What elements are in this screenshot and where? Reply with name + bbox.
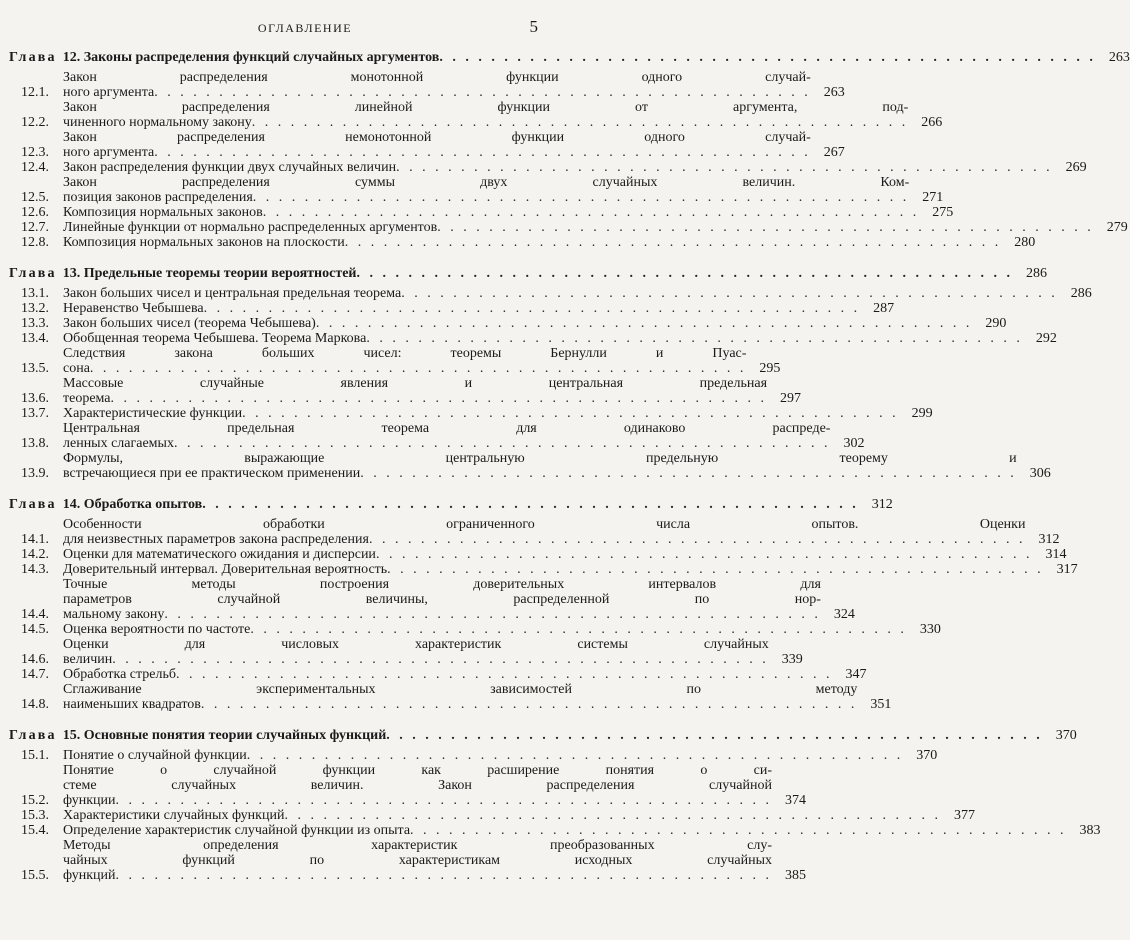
section-entry <box>9 175 944 205</box>
section-entry <box>9 316 1007 331</box>
section-line <box>63 145 811 160</box>
chapter-title: 13. Предельные теоремы теории вероятностей <box>62 266 357 281</box>
section-line <box>63 808 941 823</box>
section-line <box>63 748 903 763</box>
section-body <box>63 823 1067 838</box>
section-number: 14.4. <box>21 607 49 622</box>
section-body <box>63 406 899 421</box>
section-number: 13.7. <box>21 406 49 421</box>
section-line-text: Обобщенная теорема Чебышева. Теорема Маркова <box>63 331 367 346</box>
dot-leader: . . . . . . . . . . . . . . . . . . . . . . . . . . . . . . . . . . . . . . . . . . . . . . . . . . . <box>164 607 821 622</box>
section-entry <box>9 637 803 667</box>
section-entry <box>9 286 1092 301</box>
section-line-text: Неравенство Чебышева <box>63 301 204 316</box>
header-title: ОГЛАВЛЕНИЕ <box>257 21 353 35</box>
section-page: 269 <box>1065 160 1087 175</box>
section-body <box>63 376 767 406</box>
section-number: 12.6. <box>21 205 49 220</box>
section-body <box>63 763 772 808</box>
section-line <box>63 361 746 376</box>
dot-leader: . . . . . . . . . . . . . . . . . . . . . . . . . . . . . . . . . . . . . . . . . . . . . . . . . . . <box>284 808 941 823</box>
section-number: 14.6. <box>21 652 49 667</box>
dot-leader: . . . . . . . . . . . . . . . . . . . . . . . . . . . . . . . . . . . . . . . . . . . . . . . . . . . <box>250 622 907 637</box>
chapter-page: 263 <box>1108 50 1130 65</box>
section-page: 317 <box>1056 562 1078 577</box>
chapter-title: 12. Законы распределения функций случайных аргументов <box>62 50 440 65</box>
chapter-block <box>9 266 1092 481</box>
dot-leader: . . . . . . . . . . . . . . . . . . . . . . . . . . . . . . . . . . . . . . . . . . . . . . . . . . . <box>401 286 1058 301</box>
dot-leader: . . . . . . . . . . . . . . . . . . . . . . . . . . . . . . . . . . . . . . . . . . . . . . . . . . . <box>154 85 811 100</box>
section-line: Оценки для числовых характеристик системы случайных <box>63 637 769 652</box>
section-line-text: встречающиеся при ее практическом применении <box>63 466 361 481</box>
chapter-title: 15. Основные понятия теории случайных функций <box>62 728 387 743</box>
section-page: 377 <box>953 808 975 823</box>
section-page: 302 <box>843 436 865 451</box>
dot-leader: . . . . . . . . . . . . . . . . . . . . . . . . . . . . . . . . . . . . . . . . . . . . . . . . . . . <box>173 436 831 451</box>
section-line-text: ного аргумента <box>63 85 155 100</box>
section-line <box>63 115 908 130</box>
dot-leader: . . . . . . . . . . . . . . . . . . . . . . . . . . . . . . . . . . . . . . . . . . . . . . . . . . . <box>203 301 861 316</box>
dot-leader: . . . . . . . . . . . . . . . . . . . . . . . . . . . . . . . . . . . . . . . . . . . . . . . . . . . <box>154 145 811 160</box>
dot-leader: . . . . . . . . . . . . . . . . . . . . . . . . . . . . . . . . . . . . . . . . . . . . . . . . . . . <box>176 667 833 682</box>
section-line <box>63 406 899 421</box>
section-body <box>63 622 907 637</box>
section-line <box>63 235 1001 250</box>
section-page: 312 <box>1038 532 1060 547</box>
section-number: 13.2. <box>21 301 49 316</box>
section-line-text: Закон больших чисел и центральная предельная теорема <box>63 286 402 301</box>
section-line <box>63 85 811 100</box>
section-body <box>63 235 1001 250</box>
section-body <box>63 451 1017 481</box>
section-entry <box>9 748 938 763</box>
section-number: 14.7. <box>21 667 49 682</box>
section-entry <box>9 547 1067 562</box>
section-line: Закон распределения монотонной функции одного случай- <box>63 70 811 85</box>
section-page: 324 <box>833 607 855 622</box>
section-line: Формулы, выражающие центральную предельную теорему и <box>63 451 1017 466</box>
section-line-text: Композиция нормальных законов на плоскости <box>63 235 345 250</box>
section-line-text: Закон распределения функции двух случайных величин <box>63 160 397 175</box>
section-body <box>63 286 1058 301</box>
section-entry <box>9 808 975 823</box>
dot-leader: . . . . . . . . . . . . . . . . . . . . . . . . . . . . . . . . . . . . . . . . . . . . . . . . . . . <box>387 562 1044 577</box>
section-line <box>63 868 772 883</box>
section-line-text: теорема <box>63 391 111 406</box>
section-body <box>63 808 941 823</box>
section-line-text: Оценка вероятности по частоте <box>63 622 251 637</box>
chapter-heading <box>9 497 893 513</box>
dot-leader: . . . . . . . . . . . . . . . . . . . . . . . . . . . . . . . . . . . . . . . . . . . . . . . . . . . <box>375 547 1033 562</box>
section-line: Массовые случайные явления и центральная предельная <box>63 376 768 391</box>
dot-leader: . . . . . . . . . . . . . . . . . . . . . . . . . . . . . . . . . . . . . . . . . . . . . . . . . . . <box>315 316 973 331</box>
section-line <box>63 205 919 220</box>
section-page: 306 <box>1029 466 1051 481</box>
section-number: 14.1. <box>21 532 49 547</box>
section-entry <box>9 667 867 682</box>
section-body <box>63 577 821 622</box>
section-body <box>63 205 919 220</box>
section-line-text: наименьших квадратов <box>63 697 201 712</box>
section-page: 271 <box>922 190 944 205</box>
dot-leader: . . . . . . . . . . . . . . . . . . . . . . . . . . . . . . . . . . . . . . . . . . . . . . . . . . . <box>200 697 858 712</box>
dot-leader: . . . . . . . . . . . . . . . . . . . . . . . . . . . . . . . . . . . . . . . . . . . . . . . . . . . <box>89 361 747 376</box>
section-line <box>63 436 830 451</box>
section-line <box>63 667 833 682</box>
section-entry <box>9 70 845 100</box>
section-entry <box>9 682 892 712</box>
section-entry <box>9 130 845 160</box>
section-entry <box>9 577 855 622</box>
section-page: 295 <box>759 361 781 376</box>
section-entry <box>9 421 865 451</box>
section-line: Точные методы построения доверительных интервалов для <box>63 577 821 592</box>
section-number: 13.8. <box>21 436 49 451</box>
dot-leader: . . . . . . . . . . . . . . . . . . . . . . . . . . . . . . . . . . . . . . . . . . . . . . . . . . . <box>386 728 1043 743</box>
section-entry <box>9 838 806 883</box>
section-line <box>63 532 1025 547</box>
section-line-text: Оценки для математического ожидания и дисперсии <box>63 547 376 562</box>
section-line <box>63 160 1053 175</box>
section-page: 267 <box>823 145 845 160</box>
section-page: 266 <box>921 115 943 130</box>
section-page: 275 <box>932 205 954 220</box>
section-line: Закон распределения линейной функции от аргумента, под- <box>63 100 909 115</box>
section-entry <box>9 406 933 421</box>
dot-leader: . . . . . . . . . . . . . . . . . . . . . . . . . . . . . . . . . . . . . . . . . . . . . . . . . . . <box>410 823 1067 838</box>
section-page: 279 <box>1106 220 1128 235</box>
dot-leader: . . . . . . . . . . . . . . . . . . . . . . . . . . . . . . . . . . . . . . . . . . . . . . . . . . . <box>115 793 772 808</box>
section-entry <box>9 763 806 808</box>
section-entry <box>9 346 781 376</box>
chapter-page: 286 <box>1025 266 1047 281</box>
section-page: 286 <box>1070 286 1092 301</box>
section-body <box>63 682 857 712</box>
section-number: 13.5. <box>21 361 49 376</box>
section-line-text: Композиция нормальных законов <box>63 205 263 220</box>
chapter-word: Глава <box>9 728 57 743</box>
section-entry <box>9 100 943 130</box>
section-line <box>63 823 1067 838</box>
section-number: 12.4. <box>21 160 49 175</box>
section-line-text: для неизвестных параметров закона распределения <box>63 532 369 547</box>
section-page: 347 <box>845 667 867 682</box>
section-number: 12.5. <box>21 190 49 205</box>
section-line-text: мальному закону <box>63 607 165 622</box>
section-page: 330 <box>919 622 941 637</box>
chapter-page: 312 <box>871 497 893 512</box>
section-body <box>63 547 1032 562</box>
section-entry <box>9 301 895 316</box>
chapter-block <box>9 497 1078 712</box>
dot-leader: . . . . . . . . . . . . . . . . . . . . . . . . . . . . . . . . . . . . . . . . . . . . . . . . . . . <box>246 748 904 763</box>
section-line: Закон распределения немонотонной функции одного случай- <box>63 130 811 145</box>
section-page: 292 <box>1035 331 1057 346</box>
section-page: 370 <box>916 748 938 763</box>
section-line-text: Понятие о случайной функции <box>63 748 247 763</box>
section-body <box>63 346 746 376</box>
section-line <box>63 622 907 637</box>
section-line <box>63 301 860 316</box>
dot-leader: . . . . . . . . . . . . . . . . . . . . . . . . . . . . . . . . . . . . . . . . . . . . . . . . . . . <box>366 331 1023 346</box>
section-entry <box>9 517 1060 547</box>
section-entry <box>9 235 1036 250</box>
section-entry <box>9 160 1087 175</box>
section-line: Сглаживание экспериментальных зависимостей по методу <box>63 682 858 697</box>
section-page: 263 <box>823 85 845 100</box>
section-line <box>63 190 909 205</box>
section-line <box>63 547 1032 562</box>
section-body <box>63 637 769 667</box>
section-body <box>63 175 909 205</box>
section-number: 13.9. <box>21 466 49 481</box>
section-line-text: Характеристики случайных функций <box>63 808 285 823</box>
section-page: 351 <box>870 697 892 712</box>
header-page-number: 5 <box>529 17 538 36</box>
section-line: чайных функций по характеристикам исходных случайных <box>63 853 772 868</box>
section-line <box>63 286 1058 301</box>
section-line <box>63 793 772 808</box>
section-body <box>63 316 972 331</box>
section-number: 15.5. <box>21 868 49 883</box>
section-line-text: Закон больших чисел (теорема Чебышева) <box>63 316 316 331</box>
section-number: 15.3. <box>21 808 49 823</box>
section-number: 14.3. <box>21 562 49 577</box>
chapter-heading <box>9 50 1130 66</box>
section-line <box>63 391 767 406</box>
dot-leader: . . . . . . . . . . . . . . . . . . . . . . . . . . . . . . . . . . . . . . . . . . . . . . . . . . . <box>115 868 772 883</box>
dot-leader: . . . . . . . . . . . . . . . . . . . . . . . . . . . . . . . . . . . . . . . . . . . . . . . . . . . <box>368 532 1026 547</box>
section-page: 287 <box>873 301 895 316</box>
section-page: 297 <box>780 391 802 406</box>
section-number: 15.2. <box>21 793 49 808</box>
dot-leader: . . . . . . . . . . . . . . . . . . . . . . . . . . . . . . . . . . . . . . . . . . . . . . . . . . . <box>252 190 910 205</box>
dot-leader: . . . . . . . . . . . . . . . . . . . . . . . . . . . . . . . . . . . . . . . . . . . . . . . . . . . <box>439 50 1096 65</box>
section-body <box>63 667 833 682</box>
section-line-text: ленных слагаемых <box>63 436 174 451</box>
section-body <box>63 517 1025 547</box>
section-number: 13.1. <box>21 286 49 301</box>
section-line: Понятие о случайной функции как расширение понятия о си- <box>63 763 772 778</box>
section-line-text: Характеристические функции <box>63 406 243 421</box>
dot-leader: . . . . . . . . . . . . . . . . . . . . . . . . . . . . . . . . . . . . . . . . . . . . . . . . . . . <box>251 115 909 130</box>
dot-leader: . . . . . . . . . . . . . . . . . . . . . . . . . . . . . . . . . . . . . . . . . . . . . . . . . . . <box>112 652 769 667</box>
section-body <box>63 838 772 883</box>
dot-leader: . . . . . . . . . . . . . . . . . . . . . . . . . . . . . . . . . . . . . . . . . . . . . . . . . . . <box>437 220 1094 235</box>
dot-leader: . . . . . . . . . . . . . . . . . . . . . . . . . . . . . . . . . . . . . . . . . . . . . . . . . . . <box>344 235 1002 250</box>
section-entry <box>9 220 1128 235</box>
section-line: Закон распределения суммы двух случайных величин. Ком- <box>63 175 910 190</box>
section-body <box>63 748 903 763</box>
section-line-text: Определение характеристик случайной функции из опыта <box>63 823 411 838</box>
section-body <box>63 100 908 130</box>
chapter-title: 14. Обработка опытов <box>62 497 203 512</box>
chapter-block <box>9 728 1101 883</box>
section-line: Особенности обработки ограниченного числа опытов. Оценки <box>63 517 1026 532</box>
dot-leader: . . . . . . . . . . . . . . . . . . . . . . . . . . . . . . . . . . . . . . . . . . . . . . . . . . . <box>360 466 1017 481</box>
section-entry <box>9 451 1051 481</box>
section-line-text: Линейные функции от нормально распределенных аргументов <box>63 220 438 235</box>
section-body <box>63 562 1044 577</box>
section-body <box>63 70 811 100</box>
chapter-heading <box>9 266 1047 282</box>
section-line <box>63 220 1094 235</box>
section-number: 14.2. <box>21 547 49 562</box>
section-line-text: позиция законов распределения <box>63 190 253 205</box>
section-line: Центральная предельная теорема для одинаково распреде- <box>63 421 831 436</box>
section-number: 14.8. <box>21 697 49 712</box>
section-line: Методы определения характеристик преобразованных слу- <box>63 838 772 853</box>
section-body <box>63 301 860 316</box>
dot-leader: . . . . . . . . . . . . . . . . . . . . . . . . . . . . . . . . . . . . . . . . . . . . . . . . . . . <box>242 406 899 421</box>
section-number: 12.3. <box>21 145 49 160</box>
section-body <box>63 220 1094 235</box>
dot-leader: . . . . . . . . . . . . . . . . . . . . . . . . . . . . . . . . . . . . . . . . . . . . . . . . . . . <box>262 205 920 220</box>
section-entry <box>9 622 941 637</box>
section-body <box>63 331 1023 346</box>
section-line <box>63 607 821 622</box>
table-of-contents <box>9 50 1130 899</box>
chapter-block <box>9 50 1130 250</box>
section-entry <box>9 376 802 406</box>
chapter-word: Глава <box>9 497 57 512</box>
section-page: 339 <box>781 652 803 667</box>
section-body <box>63 160 1053 175</box>
section-number: 14.5. <box>21 622 49 637</box>
section-line <box>63 316 972 331</box>
page-header <box>0 17 610 39</box>
section-number: 13.4. <box>21 331 49 346</box>
section-line <box>63 331 1023 346</box>
chapter-heading <box>9 728 1077 744</box>
section-page: 374 <box>785 793 806 808</box>
section-number: 13.3. <box>21 316 49 331</box>
dot-leader: . . . . . . . . . . . . . . . . . . . . . . . . . . . . . . . . . . . . . . . . . . . . . . . . . . . <box>202 497 859 512</box>
section-number: 12.1. <box>21 85 49 100</box>
section-page: 280 <box>1014 235 1036 250</box>
section-page: 299 <box>911 406 933 421</box>
section-line-text: ного аргумента <box>63 145 155 160</box>
section-line: параметров случайной величины, распределенной по нор- <box>63 592 821 607</box>
chapter-word: Глава <box>9 50 57 65</box>
section-number: 13.6. <box>21 391 49 406</box>
dot-leader: . . . . . . . . . . . . . . . . . . . . . . . . . . . . . . . . . . . . . . . . . . . . . . . . . . . <box>110 391 768 406</box>
section-entry <box>9 205 954 220</box>
section-entry <box>9 823 1101 838</box>
section-line <box>63 697 857 712</box>
section-line: Следствия закона больших чисел: теоремы Бернулли и Пуас- <box>63 346 747 361</box>
section-line <box>63 466 1017 481</box>
section-page: 314 <box>1045 547 1067 562</box>
dot-leader: . . . . . . . . . . . . . . . . . . . . . . . . . . . . . . . . . . . . . . . . . . . . . . . . . . . <box>396 160 1053 175</box>
section-body <box>63 130 811 160</box>
section-line-text: функций <box>63 868 116 883</box>
section-number: 15.4. <box>21 823 49 838</box>
section-line-text: функции <box>63 793 116 808</box>
section-line-text: Обработка стрельб <box>63 667 177 682</box>
section-entry <box>9 331 1057 346</box>
section-page: 385 <box>785 868 806 883</box>
chapter-page: 370 <box>1055 728 1077 743</box>
dot-leader: . . . . . . . . . . . . . . . . . . . . . . . . . . . . . . . . . . . . . . . . . . . . . . . . . . . <box>356 266 1013 281</box>
section-line-text: Доверительный интервал. Доверительная вероятность <box>63 562 388 577</box>
section-number: 12.2. <box>21 115 49 130</box>
section-number: 15.1. <box>21 748 49 763</box>
section-body <box>63 421 830 451</box>
section-line <box>63 652 769 667</box>
section-entry <box>9 562 1078 577</box>
section-line-text: чиненного нормальному закону <box>63 115 252 130</box>
section-number: 12.8. <box>21 235 49 250</box>
section-number: 12.7. <box>21 220 49 235</box>
section-page: 383 <box>1079 823 1101 838</box>
section-line <box>63 562 1044 577</box>
section-line: стеме случайных величин. Закон распределения случайной <box>63 778 772 793</box>
section-line-text: сона <box>63 361 90 376</box>
section-line-text: величин <box>63 652 113 667</box>
section-page: 290 <box>985 316 1007 331</box>
chapter-word: Глава <box>9 266 57 281</box>
